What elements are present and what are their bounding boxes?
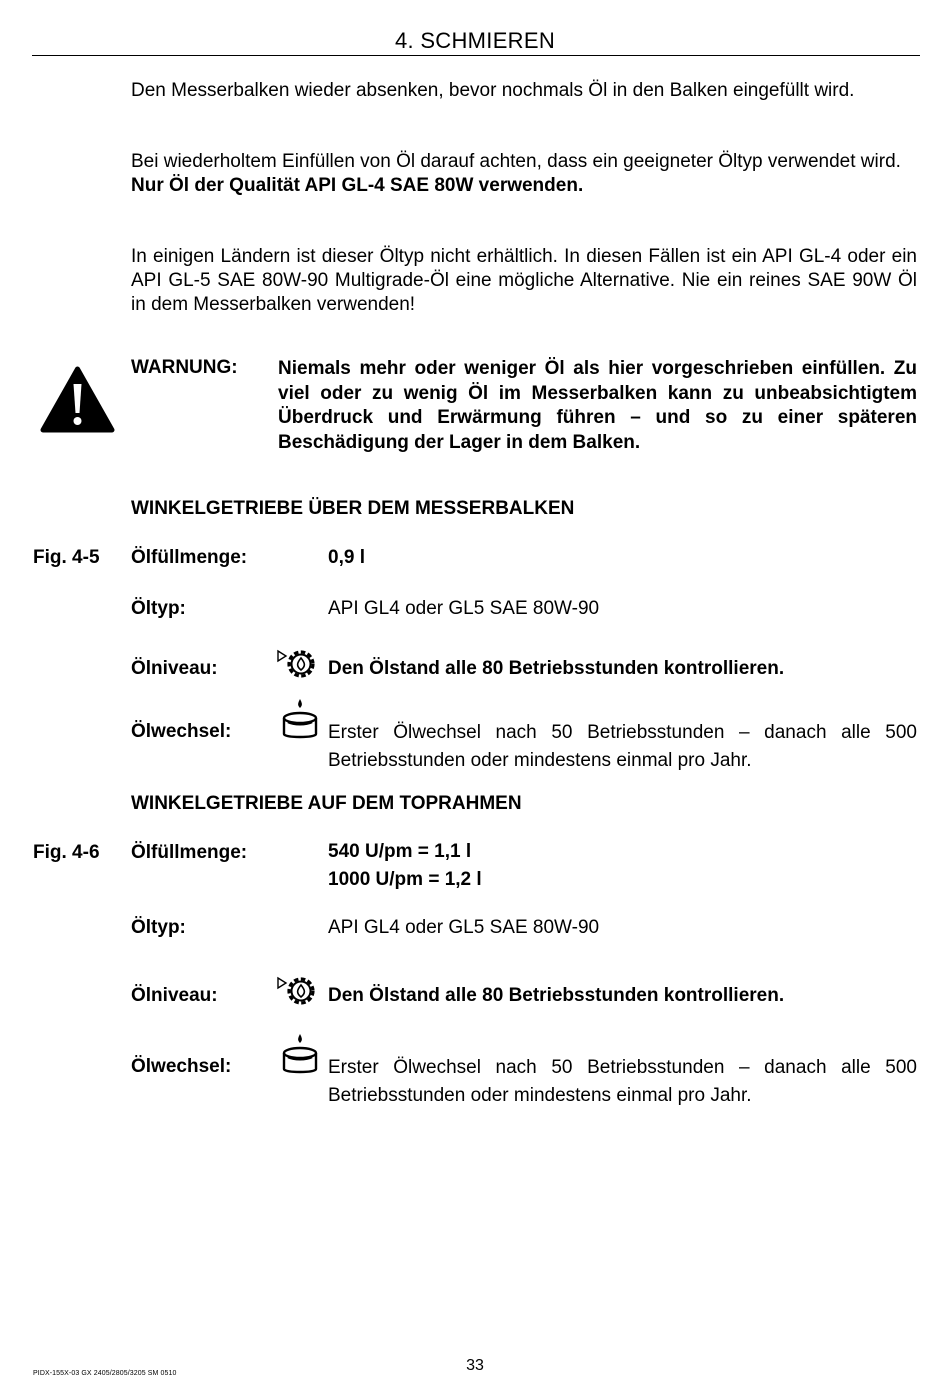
warning-triangle-icon xyxy=(40,366,115,434)
oil-level-gear-icon xyxy=(276,646,322,682)
oil-level-label-1: Ölniveau: xyxy=(131,658,218,679)
oil-quantity-value-540: 540 U/pm = 1,1 l xyxy=(328,841,472,862)
page-title: 4. SCHMIEREN xyxy=(394,28,556,53)
page-number: 33 xyxy=(466,1357,484,1374)
oil-change-label-1: Ölwechsel: xyxy=(131,721,232,742)
oil-quantity-values-2 xyxy=(328,838,482,894)
oil-level-value-2: Den Ölstand alle 80 Betriebsstunden kontrollieren. xyxy=(328,985,785,1006)
oil-change-value-2: Erster Ölwechsel nach 50 Betriebsstunden – danach alle 500 Betriebsstunden oder mindestens einmal pro Jahr. xyxy=(328,1057,917,1106)
section-title-1: WINKELGETRIEBE ÜBER DEM MESSERBALKEN xyxy=(131,498,575,519)
oil-type-value-2: API GL4 oder GL5 SAE 80W-90 xyxy=(328,917,600,938)
header-rule xyxy=(32,55,920,56)
oil-type-value-1: API GL4 oder GL5 SAE 80W-90 xyxy=(328,598,600,619)
oil-level-gear-icon xyxy=(276,973,322,1009)
oil-quantity-value-1000: 1000 U/pm = 1,2 l xyxy=(328,869,482,890)
oil-change-icon xyxy=(280,1033,320,1079)
oil-change-icon xyxy=(280,698,320,744)
document-code: PIDX-155X-03 GX 2405/2805/3205 SM 0510 xyxy=(33,1370,177,1377)
intro-paragraph-2-emphasis: Nur Öl der Qualität API GL-4 SAE 80W verwenden. xyxy=(131,175,584,196)
oil-change-label-2: Ölwechsel: xyxy=(131,1056,232,1077)
oil-level-value-1: Den Ölstand alle 80 Betriebsstunden kontrollieren. xyxy=(328,658,785,679)
intro-paragraph-2-text: Bei wiederholtem Einfüllen von Öl darauf achten, dass ein geeigneter Öltyp verwendet wird. xyxy=(131,151,901,172)
figure-reference-1: Fig. 4-5 xyxy=(33,547,100,568)
intro-paragraph-2 xyxy=(131,150,917,198)
oil-change-value-1: Erster Ölwechsel nach 50 Betriebsstunden – danach alle 500 Betriebsstunden oder mindestens einmal pro Jahr. xyxy=(328,722,917,771)
oil-quantity-label-1: Ölfüllmenge: xyxy=(131,547,248,568)
oil-quantity-label-2: Ölfüllmenge: xyxy=(131,842,248,863)
intro-paragraph-3: In einigen Ländern ist dieser Öltyp nicht erhältlich. In diesen Fällen ist ein API GL-4 oder ein API GL-5 SAE 80W-90 Multigrade-Öl eine mögliche Alternative. Nie ein reines SAE 90W Öl in dem Messerbalken verwenden! xyxy=(131,246,917,315)
oil-type-label-2: Öltyp: xyxy=(131,917,186,938)
warning-text: Niemals mehr oder weniger Öl als hier vorgeschrieben einfüllen. Zu viel oder zu wenig Öl im Messerbalken kann zu unbeabsichtigtem Überdruck und Erwärmung führen – und so zu einer späteren Beschädigung der Lager in dem Balken. xyxy=(278,358,917,453)
figure-reference-2: Fig. 4-6 xyxy=(33,842,100,863)
oil-level-label-2: Ölniveau: xyxy=(131,985,218,1006)
oil-type-label-1: Öltyp: xyxy=(131,598,186,619)
oil-quantity-value-1: 0,9 l xyxy=(328,547,365,568)
warning-label: WARNUNG: xyxy=(131,357,238,378)
intro-paragraph-1: Den Messerbalken wieder absenken, bevor nochmals Öl in den Balken eingefüllt wird. xyxy=(131,80,855,101)
section-title-2: WINKELGETRIEBE AUF DEM TOPRAHMEN xyxy=(131,793,522,814)
